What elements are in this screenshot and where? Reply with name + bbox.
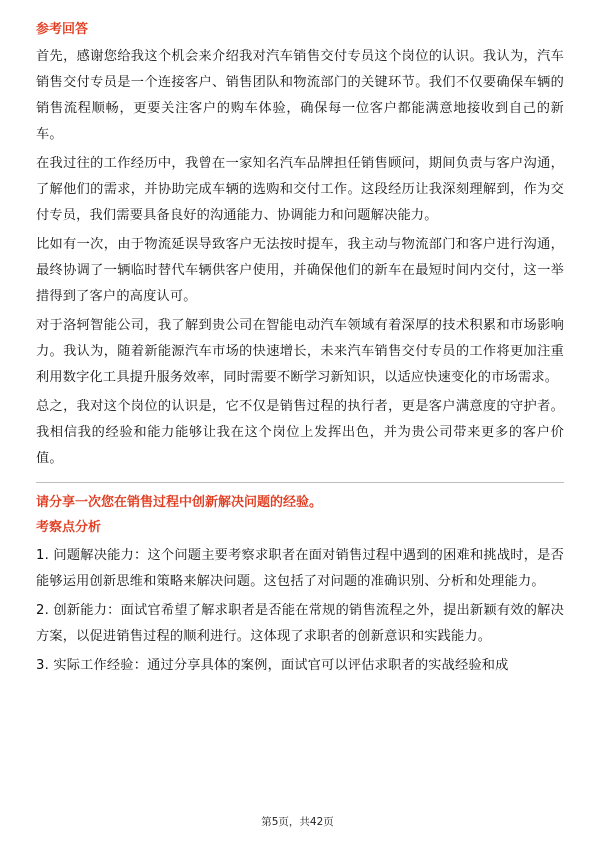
answer-heading: 参考回答 bbox=[36, 22, 89, 37]
answer-paragraph: 首先，感谢您给我这个机会来介绍我对汽车销售交付专员这个岗位的认识。我认为，汽车销售交付专员是一个连接客户、销售团队和物流部门的关键环节。我们不仅要确保车辆的销售流程顺畅，更要关注客户的购车体验，确保每一位客户都能满意地接收到自己的新车。 bbox=[36, 49, 564, 142]
analysis-heading: 考察点分析 bbox=[36, 520, 102, 535]
answer-paragraph: 对于洛轲智能公司，我了解到贵公司在智能电动汽车领域有着深厚的技术积累和市场影响力。我认为，随着新能源汽车市场的快速增长，未来汽车销售交付专员的工作将更加注重利用数字化工具提升服务效率，同时需要不断学习新知识，以适应快速变化的市场需求。 bbox=[36, 318, 564, 385]
analysis-item: 2. 创新能力：面试官希望了解求职者是否能在常规的销售流程之外，提出新颖有效的解决方案，以促进销售过程的顺利进行。这体现了求职者的创新意识和实践能力。 bbox=[36, 603, 564, 644]
section-divider bbox=[36, 482, 564, 483]
answer-paragraph: 在我过往的工作经历中，我曾在一家知名汽车品牌担任销售顾问，期间负责与客户沟通，了解他们的需求，并协助完成车辆的选购和交付工作。这段经历让我深刻理解到，作为交付专员，我们需要具备良好的沟通能力、协调能力和问题解决能力。 bbox=[36, 156, 564, 223]
analysis-item: 3. 实际工作经验：通过分享具体的案例，面试官可以评估求职者的实战经验和成 bbox=[36, 658, 509, 673]
interview-question: 请分享一次您在销售过程中创新解决问题的经验。 bbox=[36, 495, 323, 510]
page-number-footer: 第5页，共42页 bbox=[261, 816, 334, 828]
page-content bbox=[36, 20, 564, 682]
answer-paragraph: 比如有一次，由于物流延误导致客户无法按时提车，我主动与物流部门和客户进行沟通，最终协调了一辆临时替代车辆供客户使用，并确保他们的新车在最短时间内交付，这一举措得到了客户的高度认可。 bbox=[36, 237, 564, 304]
analysis-item: 1. 问题解决能力：这个问题主要考察求职者在面对销售过程中遇到的困难和挑战时，是否能够运用创新思维和策略来解决问题。这包括了对问题的准确识别、分析和处理能力。 bbox=[36, 548, 564, 589]
answer-paragraph: 总之，我对这个岗位的认识是，它不仅是销售过程的执行者，更是客户满意度的守护者。我相信我的经验和能力能够让我在这个岗位上发挥出色，并为贵公司带来更多的客户价值。 bbox=[36, 399, 564, 466]
